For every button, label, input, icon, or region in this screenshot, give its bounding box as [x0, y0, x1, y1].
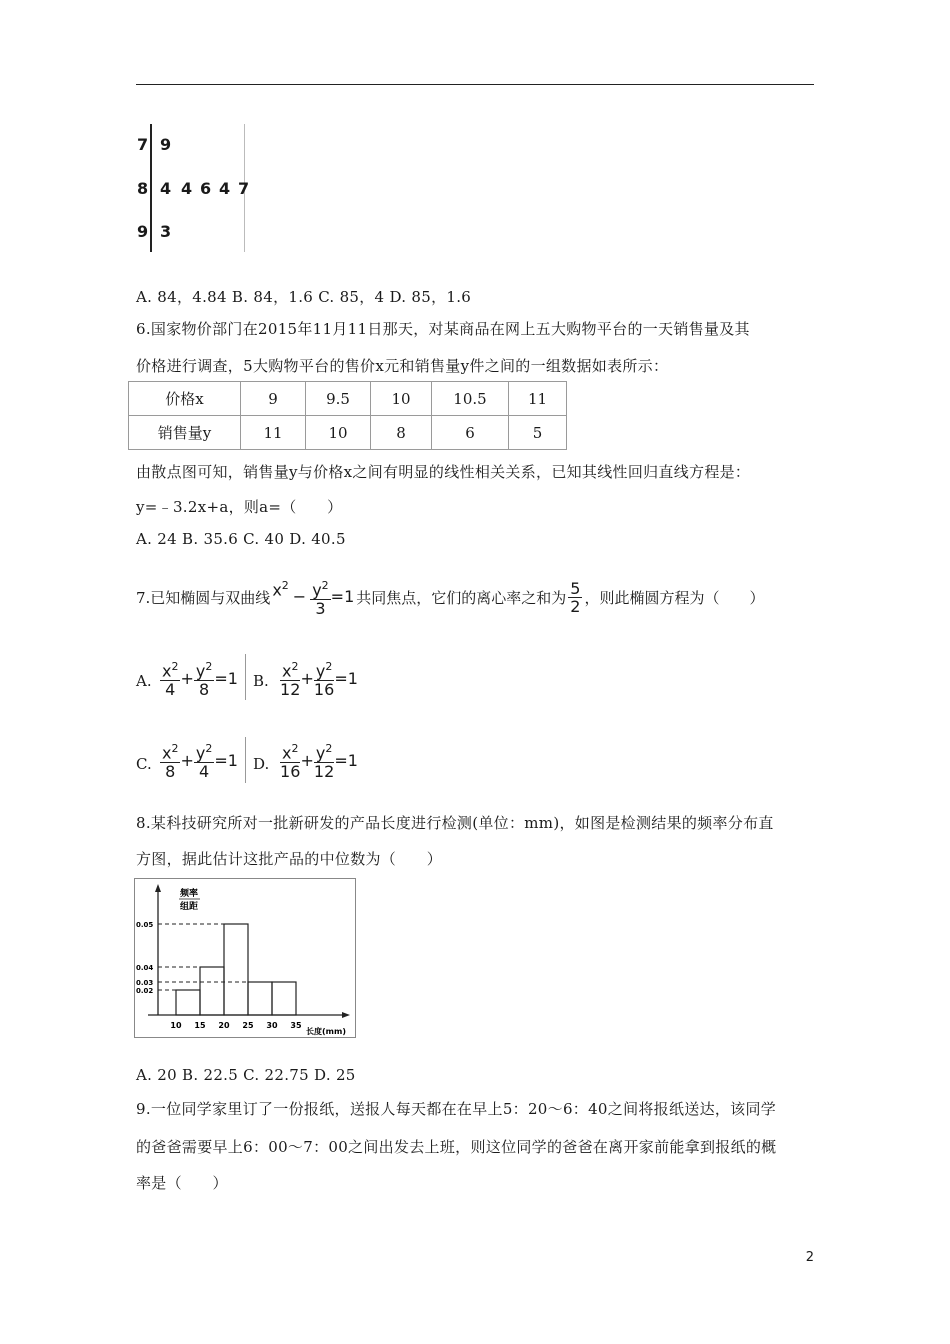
plus-sign: + — [300, 750, 314, 770]
y-tick-label: 0.03 — [136, 979, 154, 987]
table-cell: 11 — [241, 416, 306, 450]
denominator: 4 — [165, 679, 176, 699]
exponent: 2 — [171, 742, 179, 756]
q9-text-line1: 9.一位同学家里订了一份报纸，送报人每天都在在早上5：20～6：40之间将报纸送达，该同学 — [136, 1100, 777, 1118]
leaf: 4 — [160, 179, 172, 198]
var-y: y — [195, 661, 206, 681]
option-label: C. — [136, 755, 152, 773]
fraction — [194, 740, 214, 779]
q8-options: A. 20 B. 22.5 C. 22.75 D. 25 — [136, 1066, 356, 1084]
exponent: 2 — [205, 742, 213, 756]
plus-sign: + — [180, 750, 194, 770]
y-tick-label: 0.02 — [136, 987, 154, 995]
fraction — [314, 740, 334, 779]
chart-frame — [135, 879, 356, 1038]
histogram-bar — [272, 982, 296, 1015]
q6-text-line1: 6.国家物价部门在2015年11月11日那天，对某商品在网上五大购物平台的一天销售量及其 — [136, 320, 750, 338]
histogram-bar — [224, 924, 248, 1015]
table-cell: 6 — [432, 416, 509, 450]
fraction — [280, 740, 300, 779]
q6-text-line4: y=﹣3.2x+a，则a=（ ） — [136, 498, 343, 516]
table-cell: 9 — [241, 382, 306, 416]
header-rule — [136, 84, 814, 85]
exponent: 2 — [291, 660, 299, 674]
table-cell: 5 — [509, 416, 567, 450]
histogram-bar — [200, 967, 224, 1015]
q9-text-line2: 的爸爸需要早上6：00～7：00之间出发去上班，则这位同学的爸爸在离开家前能拿到报纸的概 — [136, 1138, 777, 1156]
y-tick-label: 0.04 — [136, 964, 154, 972]
exponent: 2 — [205, 660, 213, 674]
q7-middle: 共同焦点，它们的离心率之和为 — [356, 588, 567, 607]
numerator: 5 — [570, 578, 581, 598]
var-y: y — [195, 743, 206, 763]
denominator: 3 — [315, 598, 326, 618]
option-c-equation — [160, 732, 238, 788]
frequency-histogram — [134, 878, 356, 1038]
fraction — [160, 658, 180, 697]
var-y: y — [315, 743, 326, 763]
x-tick-label: 35 — [290, 1021, 302, 1030]
divider — [245, 654, 246, 700]
x-tick-label: 30 — [266, 1021, 278, 1030]
var-x: x — [162, 743, 172, 763]
q8-text-line2: 方图，据此估计这批产品的中位数为（ ） — [136, 850, 443, 868]
fraction — [310, 577, 330, 616]
denominator: 2 — [570, 596, 581, 616]
ylabel-top: 频率 — [180, 889, 199, 899]
denominator: 12 — [280, 679, 301, 699]
equals-one: =1 — [214, 750, 238, 770]
stem: 9 — [137, 222, 149, 241]
option-label: B. — [253, 672, 269, 690]
table-cell: 8 — [371, 416, 432, 450]
denominator: 8 — [165, 761, 176, 781]
x-tick-label: 20 — [218, 1021, 230, 1030]
var-x: x — [282, 661, 292, 681]
histogram-bar — [248, 982, 272, 1015]
fraction — [194, 658, 214, 697]
var-x: x — [282, 743, 292, 763]
table-cell: 价格x — [129, 382, 241, 416]
q6-options: A. 24 B. 35.6 C. 40 D. 40.5 — [136, 530, 346, 548]
exponent: 2 — [281, 578, 289, 592]
equals-one: =1 — [334, 750, 358, 770]
denominator: 16 — [313, 679, 335, 699]
table-cell: 10 — [306, 416, 371, 450]
x-tick-label: 25 — [242, 1021, 254, 1030]
leaf: 7 — [238, 179, 250, 198]
leaf: 9 — [160, 135, 172, 154]
option-d-equation — [280, 732, 358, 788]
exponent: 2 — [321, 579, 329, 593]
leaf: 6 — [200, 179, 212, 198]
exponent: 2 — [325, 742, 333, 756]
fraction — [314, 658, 334, 697]
option-a-equation — [160, 650, 238, 706]
table-cell: 10 — [371, 382, 432, 416]
q6-text-line2: 价格进行调查，5大购物平台的售价x元和销售量y件之间的一组数据如表所示： — [136, 357, 669, 375]
price-sales-table — [128, 381, 567, 450]
x-axis-label: 长度(mm) — [306, 1027, 346, 1036]
var-y: y — [315, 661, 326, 681]
table-row — [129, 382, 567, 416]
var-x: x — [272, 580, 282, 600]
q7-stem — [136, 572, 764, 622]
exponent: 2 — [325, 660, 333, 674]
option-label: D. — [253, 755, 270, 773]
equals-one: =1 — [214, 668, 238, 688]
y-tick-label: 0.05 — [136, 921, 154, 929]
x-tick-label: 10 — [170, 1021, 182, 1030]
table-row — [129, 416, 567, 450]
var-x: x — [162, 661, 172, 681]
denominator: 16 — [280, 761, 301, 781]
plus-sign: + — [180, 668, 194, 688]
eccentricity-sum — [568, 580, 582, 615]
stem: 8 — [137, 179, 149, 198]
q8-text-line1: 8.某科技研究所对一批新研发的产品长度进行检测(单位：mm)，如图是检测结果的频率分布直 — [136, 814, 774, 832]
leaf: 3 — [160, 222, 172, 241]
exponent: 2 — [171, 660, 179, 674]
table-cell: 11 — [509, 382, 567, 416]
stem-divider — [150, 124, 152, 252]
fraction — [160, 740, 180, 779]
x-tick-label: 15 — [194, 1021, 206, 1030]
minus-sign: − — [292, 587, 307, 607]
ylabel-bottom: 组距 — [180, 902, 199, 912]
q7-prefix: 7.已知椭圆与双曲线 — [136, 588, 271, 607]
exponent: 2 — [291, 742, 299, 756]
leaf: 4 — [181, 179, 193, 198]
stem: 7 — [137, 135, 149, 154]
denominator: 8 — [199, 679, 210, 699]
x-axis-arrow — [342, 1012, 350, 1018]
option-b-equation — [280, 650, 358, 706]
var-y: y — [312, 580, 322, 600]
y-axis-arrow — [155, 884, 161, 892]
divider — [245, 737, 246, 783]
hyperbola-equation — [272, 577, 354, 616]
table-cell: 10.5 — [432, 382, 509, 416]
table-cell: 销售量y — [129, 416, 241, 450]
q7-suffix: ，则此椭圆方程为（ ） — [584, 588, 765, 607]
denominator: 12 — [313, 761, 335, 781]
denominator: 4 — [199, 761, 210, 781]
equals-one: =1 — [330, 587, 355, 607]
q5-options: A. 84，4.84 B. 84，1.6 C. 85，4 D. 85，1.6 — [136, 288, 472, 306]
plus-sign: + — [300, 668, 314, 688]
table-cell: 9.5 — [306, 382, 371, 416]
histogram-bar — [176, 990, 200, 1015]
option-label: A. — [136, 672, 152, 690]
leaf: 4 — [219, 179, 231, 198]
q9-text-line3: 率是（ ） — [136, 1174, 228, 1192]
fraction — [280, 658, 300, 697]
equals-one: =1 — [334, 668, 358, 688]
page-number: 2 — [805, 1250, 814, 1265]
q6-text-line3: 由散点图可知，销售量y与价格x之间有明显的线性相关关系，已知其线性回归直线方程是： — [136, 463, 751, 481]
